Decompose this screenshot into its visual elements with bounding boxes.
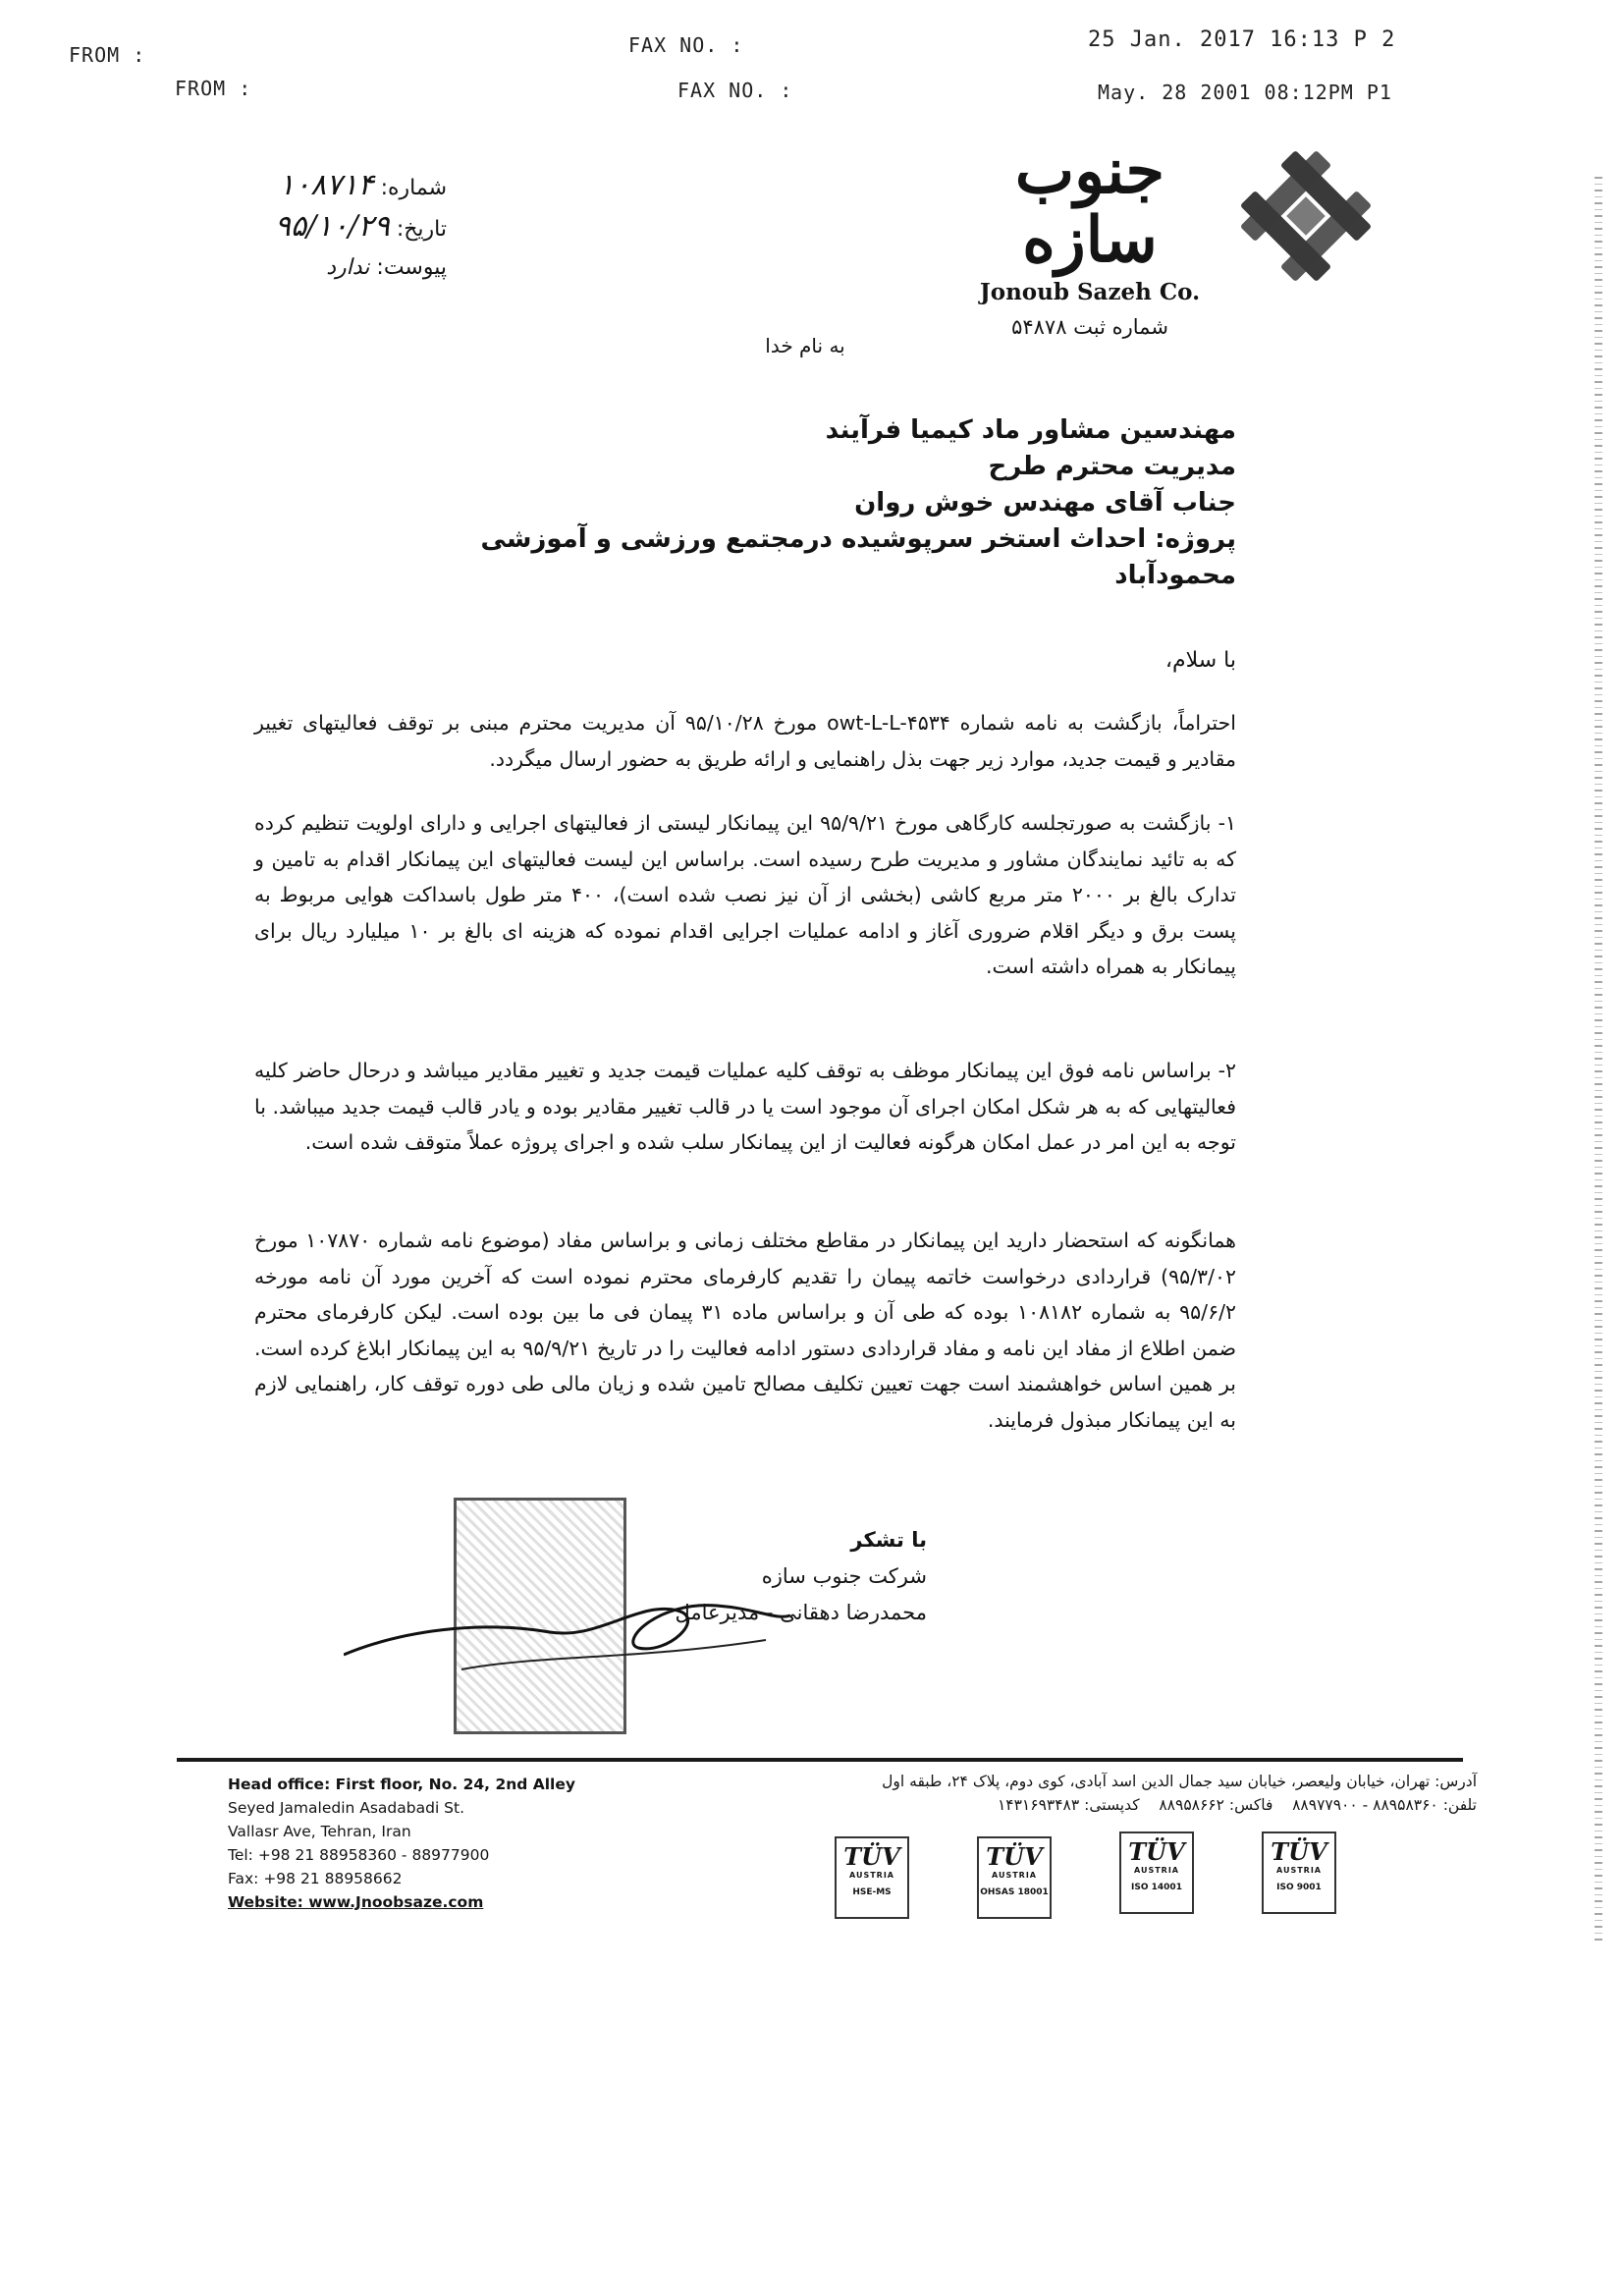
body-item-2: ۲- براساس نامه فوق این پیمانکار موظف به توقف کلیه عملیات قیمت جدید و تغییر مقادیر میباشد و درحال حاضر کلیه فعالیتهایی که به هر شکل امکان اجرای آن موجود است یا در قالب تغییر مقادیر بوده و یادر قالب قیمت جدید میباشد. با توجه به این امر در عمل امکان هرگونه فعالیت از این پیمانکار سلب شده و اجرای پروژه عملاً متوقف شده است. bbox=[254, 1059, 1236, 1154]
certification-badge-ohsas bbox=[977, 1836, 1052, 1919]
recipient-person: جناب آقای مهندس خوش روان bbox=[854, 488, 1236, 518]
footer-website-link[interactable]: Website: www.Jnoobsaze.com bbox=[228, 1893, 484, 1911]
closing-thanks: با تشکر bbox=[850, 1528, 927, 1552]
fax-number-label-1: FAX NO. : bbox=[628, 33, 744, 57]
recipient-block bbox=[352, 412, 1236, 594]
footer-head-office: Head office: First floor, No. 24, 2nd Alley bbox=[228, 1776, 575, 1793]
footer-english-address bbox=[228, 1773, 640, 1914]
letter-date-value: ٩۵/١٠/٢٩ bbox=[274, 209, 390, 244]
tuv-mark: TÜV bbox=[843, 1842, 900, 1871]
greeting: با سلام، bbox=[1164, 648, 1236, 673]
tuv-body: AUSTRIA bbox=[992, 1871, 1037, 1880]
closing-company: شرکت جنوب سازه bbox=[761, 1564, 927, 1588]
company-name-en: Jonoub Sazeh Co. bbox=[979, 279, 1201, 305]
project-title: پروژه: احداث استخر سرپوشیده درمجتمع ورزشی و آموزشی محمودآباد bbox=[480, 524, 1236, 590]
fax-from-label-1: FROM : bbox=[69, 43, 146, 67]
company-logo-icon bbox=[1227, 137, 1384, 295]
footer-fax: Fax: +98 21 88958662 bbox=[228, 1870, 403, 1887]
certification-badge-hse bbox=[835, 1836, 909, 1919]
footer-phone-fa: تلفن: ۸۸۹۵۸۳۶۰ - ۸۸۹۷۷۹۰۰ bbox=[1292, 1796, 1477, 1814]
letter-registration-block bbox=[201, 165, 447, 289]
letter-date-row bbox=[201, 206, 447, 247]
footer-address-fa: آدرس: تهران، خیابان ولیعصر، خیابان سید جمال الدین اسد آبادی، کوی دوم، پلاک ۲۴، طبقه اول bbox=[882, 1773, 1477, 1790]
certification-standard: OHSAS 18001 bbox=[980, 1887, 1049, 1897]
body-item-1: ۱- بازگشت به صورتجلسه کارگاهی مورخ ۹۵/۹/۲۱ این پیمانکار لیستی از فعالیتهای اجرایی و دارای اولویت تنظیم کرده که به تائید نمایندگان مشاور و مدیریت طرح رسیده است. براساس این لیست فعالیتهای این پیمانکار اقدام به تامین و تدارک بالغ بر ۲۰۰۰ متر مربع کاشی (بخشی از آن نیز نصب شده است)، ۴۰۰ متر طول باسداکت هوایی مربوط به پست برق و دیگر اقلام ضروری آغاز و ادامه عملیات اجرایی اقدام نموده که هزینه ای بالغ بر ۱۰ میلیارد ریال برای پیمانکار به همراه داشته است. bbox=[254, 811, 1236, 978]
fax-number-label-2: FAX NO. : bbox=[677, 79, 793, 102]
letter-number-row bbox=[201, 165, 447, 206]
tuv-body: AUSTRIA bbox=[1276, 1866, 1322, 1875]
body-intro-paragraph: احتراماً، بازگشت به نامه شماره owt-L-L-۴۵۳۴ مورخ ۹۵/۱۰/۲۸ آن مدیریت محترم مبنی بر توقف فعالیتهای تغییر مقادیر و قیمت جدید، موارد زیر جهت بذل راهنمایی و ارائه طریق به حضور ارسال میگردد. bbox=[254, 711, 1236, 771]
footer-contacts-fa bbox=[731, 1793, 1477, 1817]
recipient-consultant: مهندسین مشاور ماد کیمیا فرآیند bbox=[825, 415, 1236, 445]
certification-badge-iso9001 bbox=[1262, 1831, 1336, 1914]
letter-attachment-value: ندارد bbox=[326, 255, 370, 280]
closing-block bbox=[514, 1522, 927, 1631]
letter-attachment-row bbox=[201, 247, 447, 289]
tuv-mark: TÜV bbox=[1128, 1837, 1185, 1866]
letter-attachment-label: پیوست: bbox=[376, 255, 447, 280]
tuv-mark: TÜV bbox=[986, 1842, 1043, 1871]
company-letterhead bbox=[957, 137, 1222, 339]
footer-postal-fa: کدپستی: ۱۴۳۱۶۹۳۴۸۳ bbox=[997, 1796, 1140, 1814]
footer-city: Vallasr Ave, Tehran, Iran bbox=[228, 1823, 411, 1840]
footer-divider bbox=[177, 1758, 1463, 1762]
certification-standard: HSE-MS bbox=[852, 1887, 892, 1897]
letter-date-label: تاریخ: bbox=[396, 217, 447, 242]
scan-edge-noise bbox=[1595, 177, 1602, 1944]
basmala: به نام خدا bbox=[765, 334, 845, 357]
company-registration: شماره ثبت ۵۴۸۷۸ bbox=[1011, 315, 1168, 339]
letter-number-label: شماره: bbox=[380, 176, 447, 200]
tuv-mark: TÜV bbox=[1271, 1837, 1327, 1866]
body-paragraph-3: همانگونه که استحضار دارید این پیمانکار در مقاطع مختلف زمانی و براساس مفاد (موضوع نامه شماره ۱۰۷۸۷۰ مورخ ۹۵/۳/۰۲) قراردادی درخواست خاتمه پیمان را تقدیم کارفرمای محترم نموده است که آخرین مورد آن نامه مورخه ۹۵/۶/۲ به شماره ۱۰۸۱۸۲ بوده که طی آن و براساس ماده ۳۱ پیمان فی ما بین بوده است. لیکن کارفرمای محترم ضمن اطلاع از مفاد این نامه و مفاد قراردادی دستور ادامه فعالیت را در تاریخ ۹۵/۹/۲۱ به این پیمانکار ابلاغ کرده است. بر همین اساس خواهشمند است جهت تعیین تکلیف مصالح تامین شده و زیان مالی طی دوره توقف کار، راهنمایی لازم به این پیمانکار مبذول فرمایند. bbox=[254, 1229, 1236, 1432]
closing-signatory: محمدرضا دهقانی - مدیرعامل bbox=[675, 1601, 927, 1624]
fax-datetime-1: 25 Jan. 2017 16:13 P 2 bbox=[1088, 27, 1396, 52]
footer-fax-fa: فاکس: ۸۸۹۵۸۶۶۲ bbox=[1159, 1796, 1273, 1814]
company-name-fa: جنوب سازه bbox=[1014, 135, 1165, 277]
letter-number-value: ١٠٨٧١۴ bbox=[278, 168, 374, 202]
footer-street: Seyed Jamaledin Asadabadi St. bbox=[228, 1799, 465, 1817]
certification-standard: ISO 9001 bbox=[1276, 1883, 1322, 1892]
tuv-body: AUSTRIA bbox=[1134, 1866, 1179, 1875]
fax-datetime-2: May. 28 2001 08:12PM P1 bbox=[1098, 81, 1392, 104]
footer-persian-address bbox=[731, 1770, 1477, 1817]
fax-from-label-2: FROM : bbox=[175, 77, 252, 100]
tuv-body: AUSTRIA bbox=[849, 1871, 894, 1880]
certification-badge-iso14001 bbox=[1119, 1831, 1194, 1914]
recipient-management: مدیریت محترم طرح bbox=[988, 452, 1236, 481]
certification-standard: ISO 14001 bbox=[1131, 1883, 1182, 1892]
footer-tel: Tel: +98 21 88958360 - 88977900 bbox=[228, 1846, 490, 1864]
